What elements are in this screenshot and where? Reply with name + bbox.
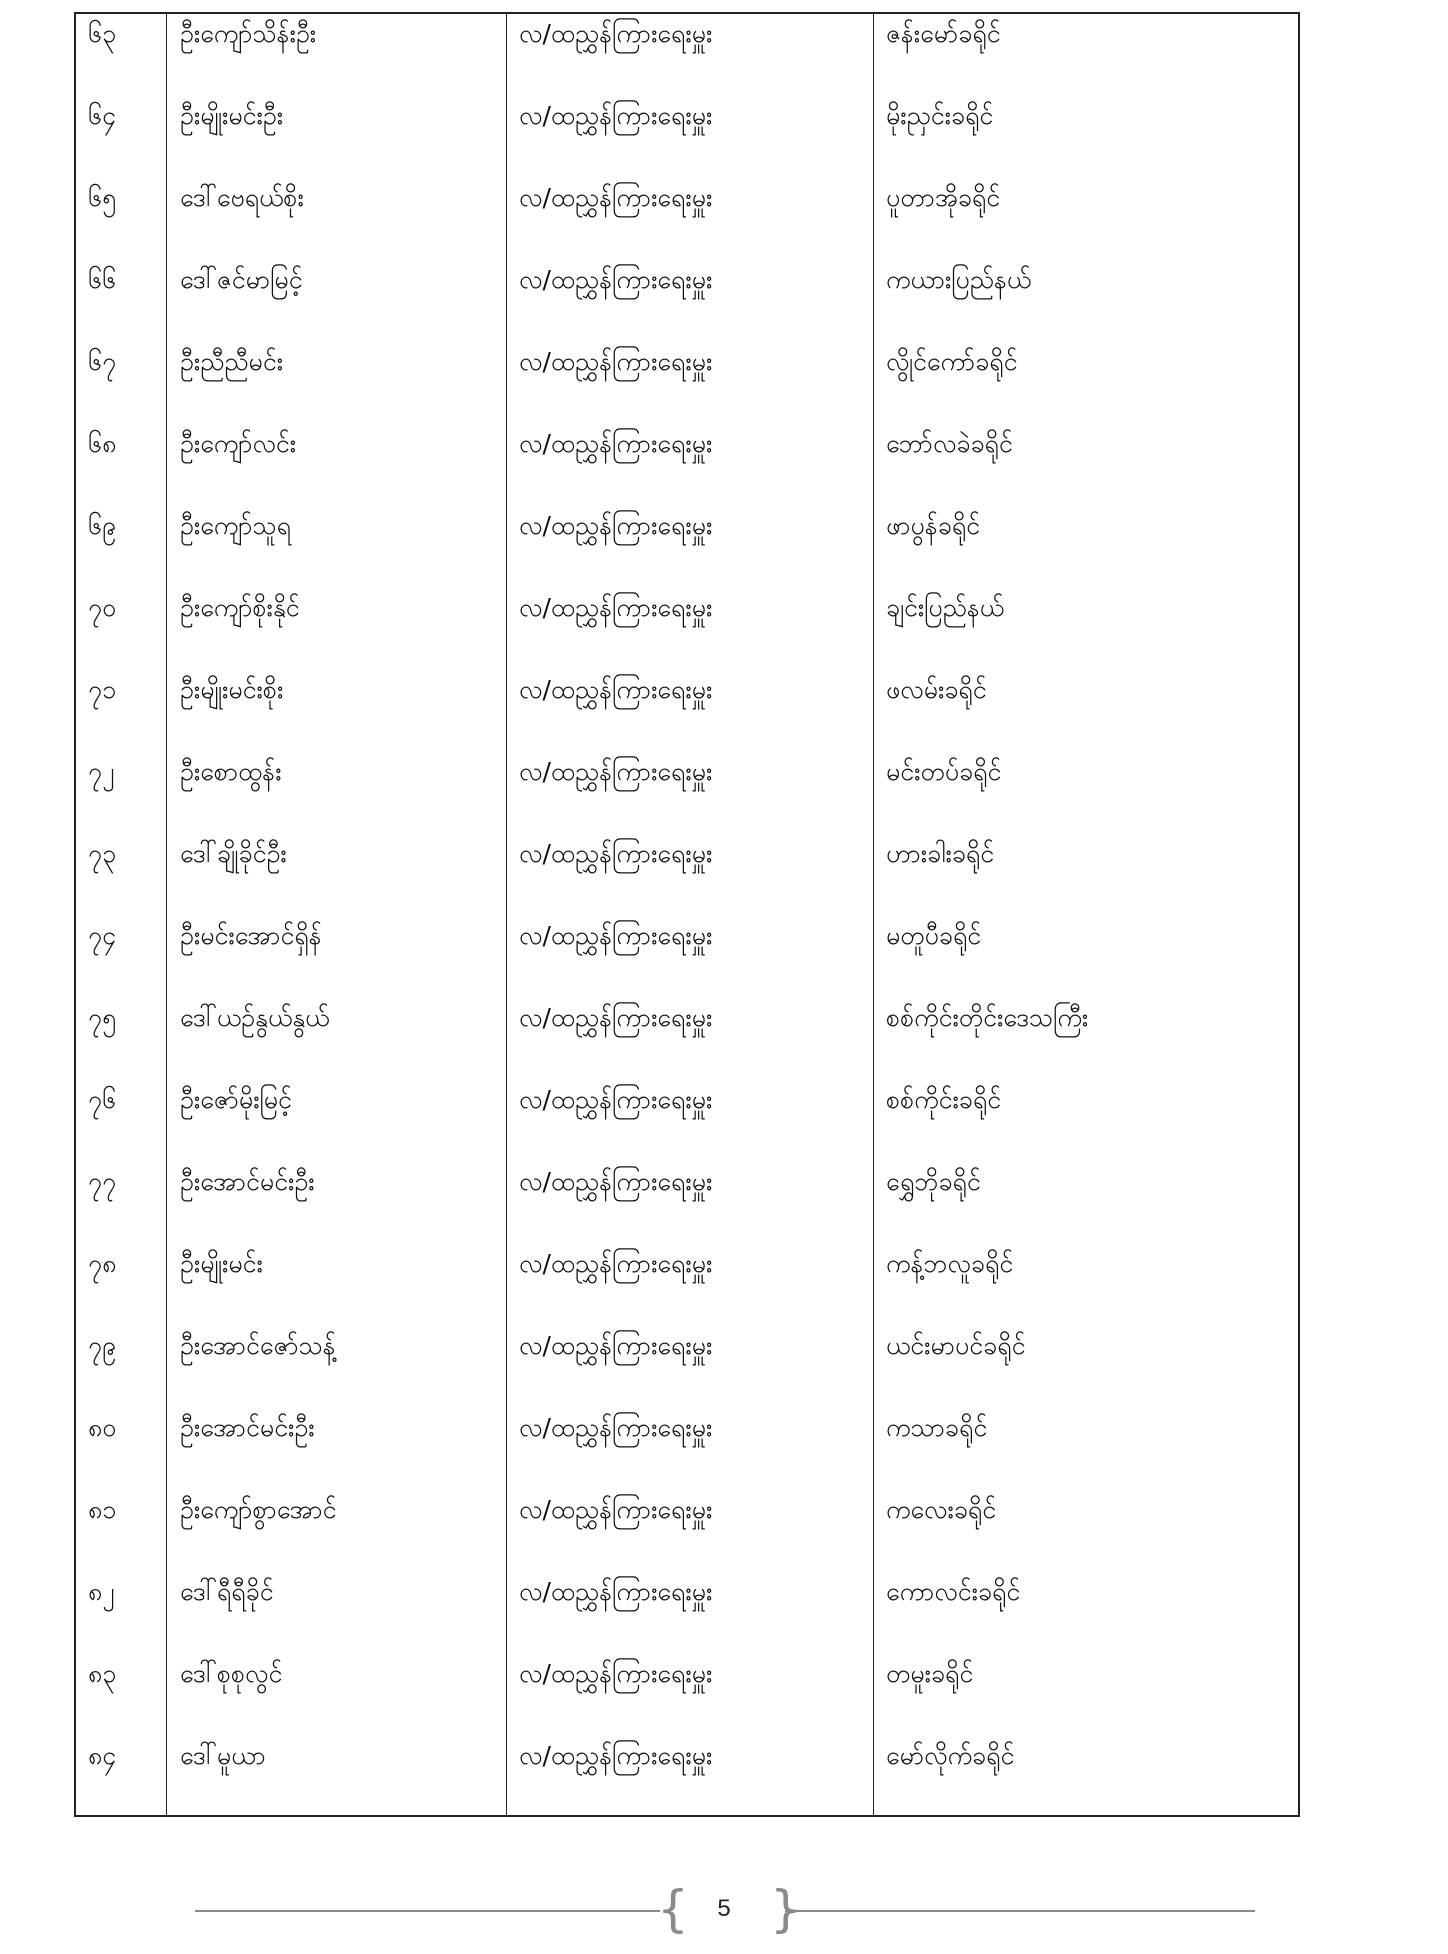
- assigned-location: လွိုင်ကော်ခရိုင်: [886, 347, 1018, 376]
- person-name: ဦးကျော်လင်း: [180, 429, 297, 458]
- row-number: ၇၆: [88, 1085, 117, 1114]
- position-title: လ/ထညွှန်ကြားရေးမှူး: [519, 265, 713, 294]
- table-row: [76, 588, 1298, 670]
- position-title: လ/ထညွှန်ကြားရေးမှူး: [519, 183, 713, 212]
- staff-table: [74, 12, 1300, 1817]
- position-title: လ/ထညွှန်ကြားရေးမှူး: [519, 1003, 713, 1032]
- assigned-location: စစ်ကိုင်းခရိုင်: [886, 1085, 1002, 1114]
- table-row: [76, 260, 1298, 342]
- position-title: လ/ထညွှန်ကြားရေးမှူး: [519, 1741, 713, 1770]
- person-name: ဦးမျိုးမင်း: [180, 1249, 263, 1278]
- row-number: ၆၈: [88, 429, 117, 458]
- row-number: ၆၄: [88, 101, 117, 130]
- person-name: ဦးမျိုးမင်းဦး: [180, 101, 284, 130]
- position-title: လ/ထညွှန်ကြားရေးမှူး: [519, 347, 713, 376]
- person-name: ဦးကျော်သိန်းဦး: [180, 19, 317, 48]
- position-title: လ/ထညွှန်ကြားရေးမှူး: [519, 1659, 713, 1688]
- row-number: ၈၃: [88, 1659, 117, 1688]
- assigned-location: ယင်းမာပင်ခရိုင်: [886, 1331, 1026, 1360]
- assigned-location: မင်းတပ်ခရိုင်: [886, 757, 1002, 786]
- table-row: [76, 834, 1298, 916]
- table-row: [76, 424, 1298, 506]
- position-title: လ/ထညွှန်ကြားရေးမှူး: [519, 429, 713, 458]
- person-name: ဒေါ်ဇင်မာမြင့်: [180, 265, 303, 294]
- table-row: [76, 1654, 1298, 1736]
- position-title: လ/ထညွှန်ကြားရေးမှူး: [519, 593, 713, 622]
- row-number: ၆၆: [88, 265, 117, 294]
- table-row: [76, 1572, 1298, 1654]
- person-name: ဦးအောင်မင်းဦး: [180, 1167, 315, 1196]
- table-row: [76, 752, 1298, 834]
- person-name: ဦးကျော်သူရ: [180, 511, 292, 540]
- assigned-location: ကလေးခရိုင်: [886, 1495, 997, 1524]
- position-title: လ/ထညွှန်ကြားရေးမှူး: [519, 1495, 713, 1524]
- table-row: [76, 506, 1298, 588]
- position-title: လ/ထညွှန်ကြားရေးမှူး: [519, 101, 713, 130]
- person-name: ဦးအောင်မင်းဦး: [180, 1413, 315, 1442]
- person-name: ဒေါ်မူယာ: [180, 1741, 266, 1770]
- table-row: [76, 1490, 1298, 1572]
- person-name: ဦးဇော်မိုးမြင့်: [180, 1085, 292, 1114]
- row-number: ၇၂: [88, 757, 115, 786]
- person-name: ဦးကျော်စိုးနိုင်: [180, 593, 300, 622]
- table-row: [76, 178, 1298, 260]
- assigned-location: မတူပီခရိုင်: [886, 921, 982, 950]
- table-row: [76, 1244, 1298, 1326]
- table-row: [76, 1080, 1298, 1162]
- assigned-location: မော်လိုက်ခရိုင်: [886, 1741, 1015, 1770]
- table-row: [76, 998, 1298, 1080]
- person-name: ဦးစောထွန်း: [180, 757, 282, 786]
- table-row: [76, 342, 1298, 424]
- row-number: ၇၅: [88, 1003, 117, 1032]
- row-number: ၈၂: [88, 1577, 115, 1606]
- assigned-location: ကောလင်းခရိုင်: [886, 1577, 1021, 1606]
- row-number: ၇၉: [88, 1331, 117, 1360]
- footer-rule-right: [785, 1910, 1255, 1912]
- assigned-location: ပူတာအိုခရိုင်: [886, 183, 1001, 212]
- assigned-location: ဟားခါးခရိုင်: [886, 839, 995, 868]
- assigned-location: ဘော်လခဲခရိုင်: [886, 429, 1013, 458]
- position-title: လ/ထညွှန်ကြားရေးမှူး: [519, 839, 713, 868]
- page-number: 5: [717, 1895, 731, 1922]
- assigned-location: စစ်ကိုင်းတိုင်းဒေသကြီး: [886, 1003, 1089, 1032]
- table-row: [76, 1736, 1298, 1818]
- assigned-location: ကန့်ဘလူခရိုင်: [886, 1249, 1014, 1278]
- person-name: ဒေါ်ရီရီခိုင်: [180, 1577, 274, 1606]
- row-number: ၆၇: [88, 347, 117, 376]
- assigned-location: ဖလမ်းခရိုင်: [886, 675, 987, 704]
- row-number: ၇၄: [88, 921, 117, 950]
- table-row: [76, 1162, 1298, 1244]
- assigned-location: ကယားပြည်နယ်: [886, 265, 1032, 294]
- row-number: ၆၉: [88, 511, 117, 540]
- position-title: လ/ထညွှန်ကြားရေးမှူး: [519, 675, 713, 704]
- row-number: ၆၅: [88, 183, 117, 212]
- person-name: ဦးအောင်ဇော်သန့်: [180, 1331, 336, 1360]
- position-title: လ/ထညွှန်ကြားရေးမှူး: [519, 511, 713, 540]
- row-number: ၇၀: [88, 593, 117, 622]
- assigned-location: ရွှေဘိုခရိုင်: [886, 1167, 981, 1196]
- person-name: ဒေါ်ချိုခိုင်ဦး: [180, 839, 287, 868]
- row-number: ၈၀: [88, 1413, 117, 1442]
- table-row: [76, 96, 1298, 178]
- row-number: ၇၇: [88, 1167, 117, 1196]
- table-row: [76, 1326, 1298, 1408]
- person-name: ဒေါ်ဗေရယ်စိုး: [180, 183, 304, 212]
- position-title: လ/ထညွှန်ကြားရေးမှူး: [519, 1413, 713, 1442]
- person-name: ဦးမျိုးမင်းစိုး: [180, 675, 284, 704]
- assigned-location: မိုးညှင်းခရိုင်: [886, 101, 994, 130]
- person-name: ဦးညီညီမင်း: [180, 347, 284, 376]
- assigned-location: ကသာခရိုင်: [886, 1413, 988, 1442]
- position-title: လ/ထညွှန်ကြားရေးမှူး: [519, 1085, 713, 1114]
- position-title: လ/ထညွှန်ကြားရေးမှူး: [519, 757, 713, 786]
- row-number: ၈၁: [88, 1495, 117, 1524]
- person-name: ဒေါ်စုစုလွင်: [180, 1659, 283, 1688]
- table-row: [76, 670, 1298, 752]
- table-row: [76, 916, 1298, 998]
- assigned-location: ချင်းပြည်နယ်: [886, 593, 1005, 622]
- row-number: ၇၈: [88, 1249, 117, 1278]
- assigned-location: ဖာပွန်ခရိုင်: [886, 511, 981, 540]
- row-number: ၆၃: [88, 19, 117, 48]
- table-row: [76, 1408, 1298, 1490]
- position-title: လ/ထညွှန်ကြားရေးမှူး: [519, 921, 713, 950]
- position-title: လ/ထညွှန်ကြားရေးမှူး: [519, 1577, 713, 1606]
- row-number: ၈၄: [88, 1741, 117, 1770]
- row-number: ၇၃: [88, 839, 117, 868]
- person-name: ဦးကျော်စွာအောင်: [180, 1495, 337, 1524]
- position-title: လ/ထညွှန်ကြားရေးမှူး: [519, 1249, 713, 1278]
- footer-right-brace-icon: }: [770, 1880, 802, 1938]
- person-name: ဒေါ်ယဉ်နွယ်နွယ်: [180, 1003, 330, 1032]
- footer-rule-left: [195, 1910, 660, 1912]
- row-number: ၇၁: [88, 675, 117, 704]
- person-name: ဦးမင်းအောင်ရှိန်: [180, 921, 322, 950]
- position-title: လ/ထညွှန်ကြားရေးမှူး: [519, 1167, 713, 1196]
- footer-left-brace-icon: {: [657, 1880, 689, 1938]
- position-title: လ/ထညွှန်ကြားရေးမှူး: [519, 1331, 713, 1360]
- position-title: လ/ထညွှန်ကြားရေးမှူး: [519, 19, 713, 48]
- assigned-location: တမူးခရိုင်: [886, 1659, 974, 1688]
- assigned-location: ဇန်းမော်ခရိုင်: [886, 19, 1001, 48]
- table-row: [76, 14, 1298, 96]
